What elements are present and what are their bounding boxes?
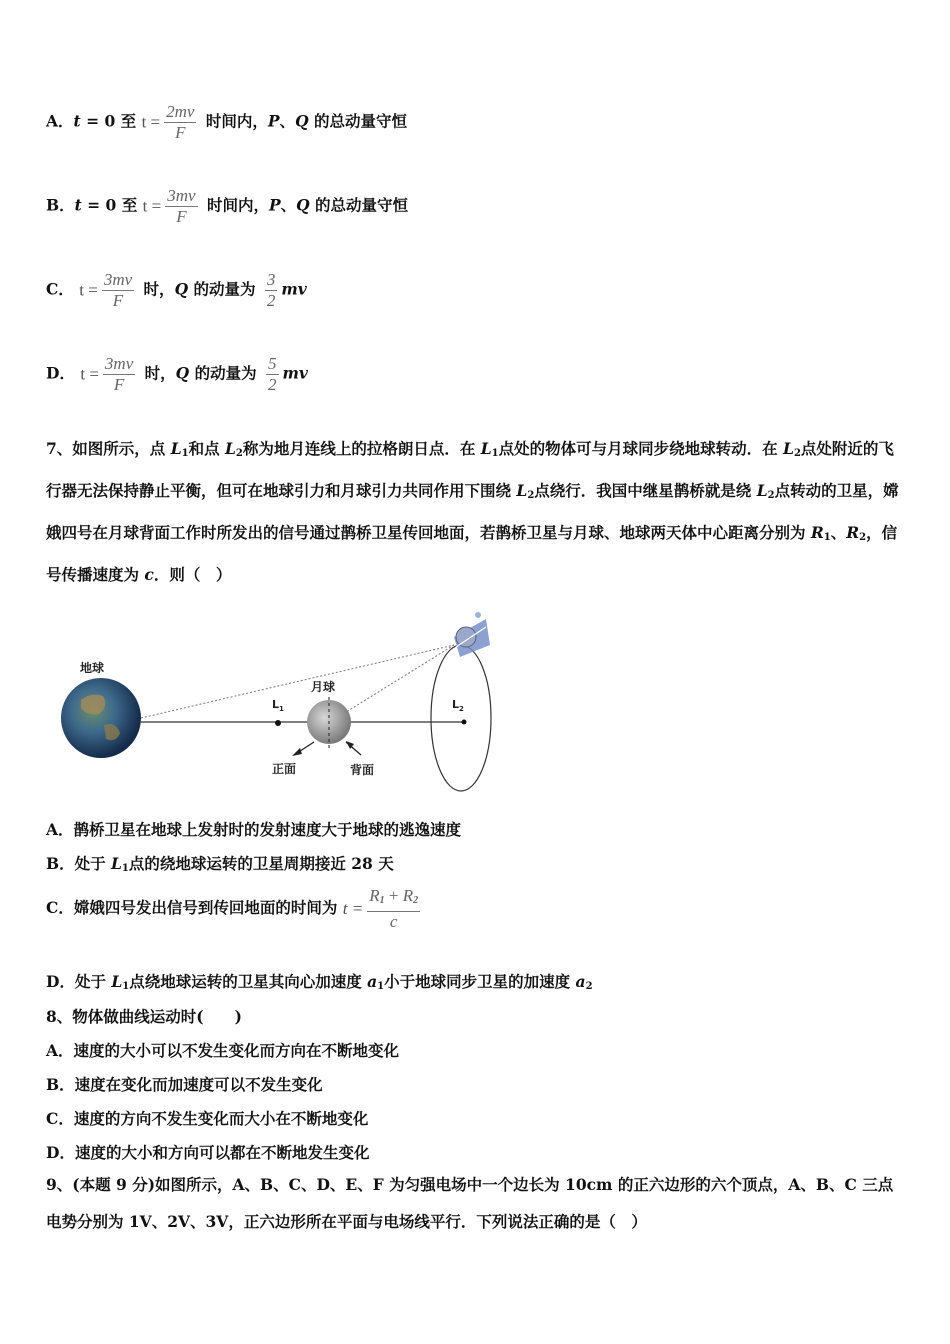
option-label: C． [46, 279, 74, 299]
text: 和点 [188, 439, 225, 458]
question-9-stem: 9、(本题 9 分)如图所示，A、B、C、D、E、F 为匀强电场中一个边长为 10cm 的正六边形的六个顶点，A、B、C 三点电势分别为 1V、2V、3V，正六边形所在平面与电场线平行．下列说法正确的是（ ） [46, 1175, 894, 1231]
var-r: R [846, 523, 860, 542]
subscript: 2 [767, 490, 775, 501]
denominator: 2 [268, 375, 277, 394]
text: C．嫦娥四号发出信号到传回地面的时间为 [46, 898, 338, 917]
numerator: 2mv [166, 102, 195, 121]
fraction [103, 354, 135, 395]
text: 称为地月连线上的拉格朗日点．在 [242, 439, 481, 458]
fraction [164, 102, 196, 143]
denominator: F [175, 123, 186, 142]
option-label: D． [46, 363, 75, 383]
option-c [46, 270, 307, 311]
var-mv: mv [282, 363, 308, 383]
t-equals: t = [79, 280, 98, 300]
text: B．处于 [46, 854, 111, 873]
text: 点转动的卫星，嫦娥四号在月球背面工作时所发出的信号通过鹊桥卫星传回地面，若鹊桥卫星与月球、地球两天体中心距离分别为 [46, 481, 899, 542]
moon-label: 月球 [311, 680, 336, 694]
q8-option-a: A．速度的大小可以不发生变化而方向在不断地变化 [46, 1041, 400, 1060]
var-a: a [367, 972, 378, 991]
subscript: 1 [121, 863, 129, 874]
fraction [367, 886, 420, 932]
var-r: R [810, 523, 824, 542]
subscript: 1 [377, 981, 385, 992]
denominator: F [112, 291, 124, 310]
plus-sign: + [384, 886, 403, 905]
signal-line-moon [330, 645, 454, 722]
subscript: 2 [235, 448, 243, 459]
q8-option-c: C．速度的方向不发生变化而大小在不断地变化 [46, 1109, 369, 1128]
numerator: 3mv [104, 354, 134, 373]
subscript: 1 [491, 448, 499, 459]
l2-point [462, 720, 467, 725]
denominator: 2 [266, 291, 276, 310]
var-t: t [74, 195, 82, 215]
text: 、 [830, 523, 847, 542]
t-equals: t = [80, 364, 99, 384]
text: 的总动量守恒 [309, 195, 409, 215]
var-q: Q [296, 195, 310, 215]
fraction [102, 270, 134, 311]
denominator: F [113, 375, 125, 394]
text: = 0 至 [80, 111, 137, 131]
var-mv: mv [281, 279, 307, 299]
var-l: L [111, 854, 122, 873]
coefficient-fraction [265, 270, 278, 311]
var-p: P [267, 111, 280, 131]
var-r: R [369, 886, 380, 905]
text: 点的绕地球运转的卫星周期接近 28 天 [128, 854, 394, 873]
var-a: a [575, 972, 586, 991]
earth-land [81, 695, 105, 715]
q7-option-b [46, 852, 394, 874]
text: D．处于 [46, 972, 112, 991]
text: 时间内， [205, 111, 268, 131]
subscript: 2 [413, 895, 419, 906]
text: 时， [144, 363, 176, 383]
var-l: L [480, 439, 492, 458]
q7-option-c [46, 886, 424, 932]
var-l: L [170, 439, 182, 458]
text: 点绕行．我国中继星鹊桥就是绕 [534, 481, 757, 500]
option-label: B． [46, 195, 75, 215]
question-7-stem [46, 430, 908, 593]
l1-label: $L_1$ [272, 698, 284, 713]
question-8-stem: 8、物体做曲线运动时( ) [46, 1007, 242, 1026]
relay-satellite-icon [454, 612, 490, 657]
numerator: 3mv [167, 186, 196, 205]
subscript: 2 [585, 981, 593, 992]
t-equals: t = [142, 196, 162, 216]
subscript: 1 [823, 532, 831, 543]
fraction [165, 186, 197, 227]
text: 、 [279, 111, 296, 131]
text: 的动量为 [189, 363, 257, 383]
earth-label: 地球 [80, 661, 105, 675]
var-q: Q [174, 279, 189, 299]
text: 小于地球同步卫星的加速度 [384, 972, 576, 991]
q7-option-d [46, 970, 593, 992]
option-a [46, 102, 407, 143]
earth-image [61, 678, 141, 758]
var-p: P [268, 195, 281, 215]
text: 点绕地球运转的卫星其向心加速度 [129, 972, 368, 991]
text: 点处附近的飞行器无法保持静止平衡，但可在地球引力和月球引力共同作用下围绕 [46, 439, 894, 500]
var-l: L [111, 972, 123, 991]
back-label: 背面 [350, 763, 375, 777]
var-l: L [516, 481, 528, 500]
subscript: 2 [527, 490, 535, 501]
var-t: t [73, 111, 81, 131]
text: 的总动量守恒 [308, 111, 407, 131]
var-c: c [144, 565, 154, 584]
numerator: 3 [266, 270, 276, 289]
front-label: 正面 [272, 762, 297, 776]
text: 时， [143, 279, 175, 299]
text: ．则（ ） [153, 565, 232, 584]
l1-point [275, 720, 281, 726]
subscript: 2 [793, 448, 801, 459]
option-label: A． [46, 111, 74, 131]
text: ，信号传播速度为 [46, 523, 898, 584]
numerator: 5 [268, 354, 277, 373]
q8-option-d: D．速度的大小和方向可以都在不断地发生变化 [46, 1143, 370, 1162]
var-l: L [783, 439, 794, 458]
text: = 0 至 [81, 195, 138, 215]
numerator [367, 886, 420, 911]
text: 点处的物体可与月球同步绕地球转动．在 [498, 439, 784, 458]
q7-option-a: A．鹊桥卫星在地球上发射时的发射速度大于地球的逃逸速度 [46, 820, 462, 839]
var-l: L [756, 481, 768, 500]
q8-option-b: B．速度在变化而加速度可以不发生变化 [46, 1075, 323, 1094]
subscript: 1 [181, 448, 189, 459]
option-d [46, 354, 308, 395]
subscript: 1 [122, 981, 130, 992]
text: 的动量为 [188, 279, 256, 299]
var-q: Q [175, 363, 190, 383]
lagrange-point-figure [56, 605, 516, 797]
var-l: L [224, 439, 236, 458]
halo-orbit [431, 645, 491, 791]
denominator: F [176, 207, 187, 226]
signal-line-earth [141, 645, 454, 718]
var-r: R [402, 886, 414, 905]
t-equals: t = [342, 899, 364, 918]
text: 7、如图所示，点 [46, 439, 171, 458]
coefficient-fraction [266, 354, 279, 395]
front-arrow-head [292, 748, 302, 756]
var-q: Q [295, 111, 309, 131]
numerator: 3mv [103, 270, 133, 289]
subscript: 1 [379, 895, 385, 906]
option-b [46, 186, 408, 227]
l2-label: $L_2$ [452, 698, 464, 713]
text: 时间内， [206, 195, 269, 215]
text: 、 [280, 195, 297, 215]
denominator: c [389, 912, 398, 931]
subscript: 2 [859, 532, 867, 543]
t-equals: t = [141, 112, 161, 132]
